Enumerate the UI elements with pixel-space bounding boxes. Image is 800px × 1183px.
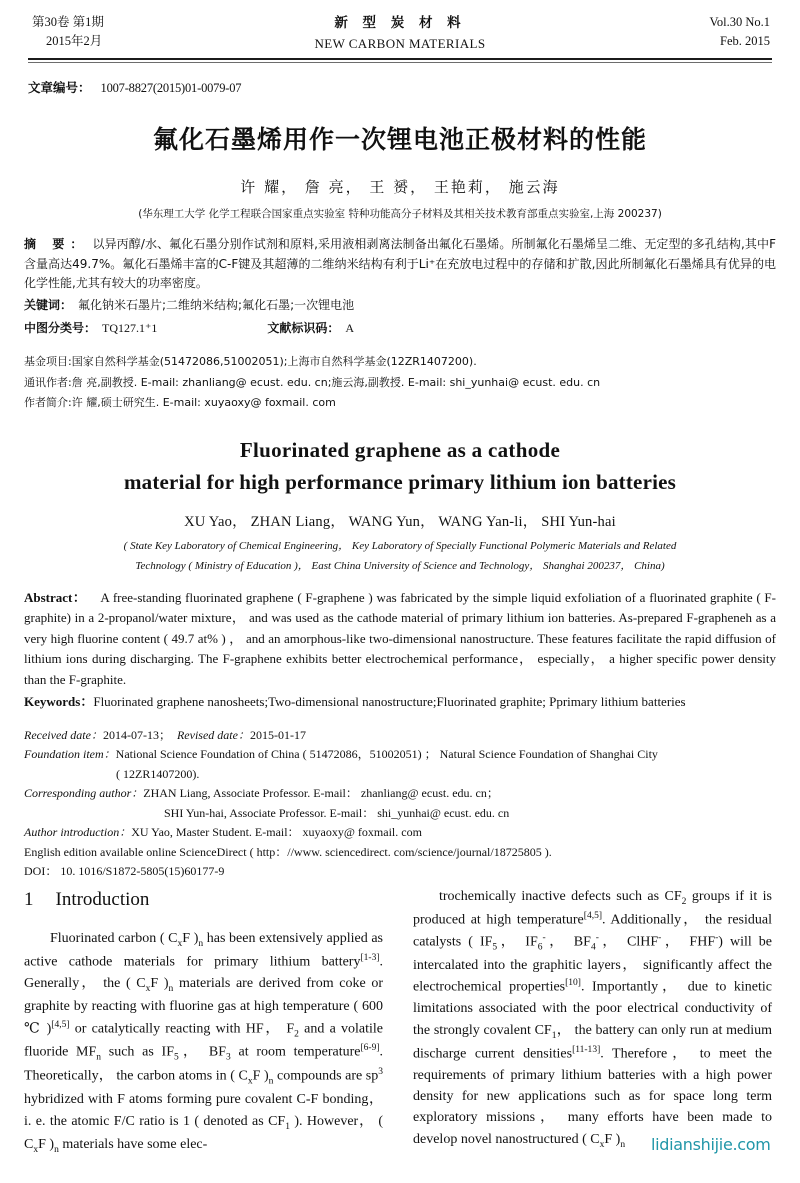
article-number: [0, 63, 800, 96]
issue-date-en: Feb. 2015: [720, 34, 770, 49]
revised-label: Revised date：: [176, 727, 250, 742]
foundation-row-en: [24, 745, 776, 764]
abstract-en: [24, 588, 776, 691]
page-title-en: [0, 435, 800, 498]
foundation-row-cn: 基金项目:国家自然科学基金(51472086,51002051);上海市自然科学基金(12ZR1407200).: [24, 355, 477, 369]
foundation-label-en: Foundation item：: [24, 747, 116, 762]
keywords-text-en: Fluorinated graphene nanosheets;Two-dimensional nanostructure;Fluorinated graphite; Pprimary lithium batteries: [93, 694, 686, 710]
document-code-value: A: [345, 320, 355, 335]
running-head-right: [580, 13, 770, 52]
page-title-en-line1: Fluorinated graphene as a cathode: [239, 438, 561, 463]
corresponding-row-en: [24, 784, 776, 803]
abstract-cn: [24, 235, 776, 293]
body-columns: [24, 886, 776, 1157]
section-number: 1: [24, 889, 34, 910]
keywords-label-en: Keywords：: [24, 694, 94, 710]
clc-label: 中图分类号：: [24, 320, 97, 335]
clc-row: [24, 319, 776, 338]
author-intro-row-cn: 作者简介:许 耀,硕士研究生. E-mail: xuyaoxy@ foxmail. com: [24, 395, 336, 409]
keywords-label-cn: 关键词：: [24, 298, 73, 313]
page-title-cn: 氟化石墨烯用作一次锂电池正极材料的性能: [152, 125, 647, 155]
authors-en: XU Yao， ZHAN Liang， WANG Yun， WANG Yan-li， SHI Yun-hai: [184, 514, 616, 531]
intro-paragraph-left: Fluorinated carbon ( $C_xF$ )$_n$ has been extensively applied as active cathode materials for primary lithium battery[1-3]. Generally， the ( $C_xF$ )$_n$ materials are derived from coke or graphite by reacting with fluorine gas at high temperature ( 600 ℃ )[4,5] or catalytically reacting with HF， $F_2$ and a volatile fluoride $MF_n$ such as $IF_5$， $BF_3$ at room temperature[6-9]. Theoretically， the carbon atoms in ( $C_xF$ )$_n$ compounds are $sp^3$ hybridized with F atoms forming pure covalent C-F bonding， i. e. the atomic F/C ratio is 1 ( denoted as $CF_1$ ). However， ( $C_xF$ )$_n$ materials have some elec-: [24, 930, 384, 1155]
corresponding-label-en: Corresponding author：: [24, 786, 144, 801]
intro-paragraph-right: trochemically inactive defects such as $CF_2$ groups if it is produced at high temperature[4,5]. Additionally， the residual catalysts ( $IF_5$， $IF_6^-$， $BF_4^-$， ClHF-， FHF-) will be intercalated into the graphitic layers， significantly affect the electrochemical properties[10]. Importantly， due to kinetic limitations associated with the poor electrical conductivity of the strongly covalent $CF_1$， the battery can only run at medium discharge current densities[11-13]. Therefore， to meet the requirements of primary lithium batteries with a high power density for new applications such as for space long term exploratory missions， many efforts have been made to develop novel nanostructured ( $C_xF$ )$_n$: [413, 889, 773, 1150]
article-number-value: 1007-8827(2015)01-0079-07: [100, 81, 242, 96]
abstract-label-cn: 摘 要：: [24, 237, 89, 252]
affiliation-en-line1: ( State Key Laboratory of Chemical Engineering， Key Laboratory of Specially Functional Polymeric Materials and Related: [123, 540, 677, 553]
corresponding-row-en-cont: SHI Yun-hai, Associate Professor. E-mail： shi_yunhai@ ecust. edu. cn: [164, 805, 510, 820]
authors-cn: 许 耀， 詹 亮， 王 赟， 王艳莉， 施云海: [240, 178, 560, 197]
keywords-en: [24, 692, 776, 713]
doi-row[interactable]: DOI： 10. 1016/S1872-5805(15)60177-9: [24, 864, 225, 879]
volume-issue: 第30卷 第1期: [32, 15, 104, 29]
section-heading-introduction: [24, 886, 383, 915]
affiliation-cn: (华东理工大学 化学工程联合国家重点实验室 特种功能高分子材料及其相关技术教育部重点实验室,上海 200237): [138, 208, 662, 221]
article-number-label: 文章编号：: [28, 80, 91, 96]
affiliation-en-line2: Technology ( Ministry of Education )， East China University of Science and Technology， Shanghai 200237， China): [135, 559, 665, 572]
site-watermark: lidianshijie.com: [651, 1135, 771, 1154]
author-intro-label-en: Author introduction：: [24, 825, 132, 840]
running-head-center: [220, 13, 580, 54]
journal-title-cn: 新 型 炭 材 料: [334, 15, 466, 31]
corresponding-row-cn: 通讯作者:詹 亮,副教授. E-mail: zhanliang@ ecust. edu. cn;施云海,副教授. E-mail: shi_yunhai@ ecust. edu. cn: [24, 375, 601, 389]
received-row: [24, 726, 776, 745]
foundation-value-en: National Science Foundation of China ( 51472086，51002051) ； Natural Science Foundation of Shanghai City: [115, 747, 658, 762]
keywords-cn: [24, 296, 776, 315]
corresponding-value-en: ZHAN Liang, Associate Professor. E-mail： zhanliang@ ecust. edu. cn；: [143, 786, 499, 801]
author-intro-value-en: XU Yao, Master Student. E-mail： xuyaoxy@ foxmail. com: [131, 825, 422, 840]
received-label: Received date：: [24, 727, 103, 742]
page-title-en-line2: material for high performance primary lithium ion batteries: [123, 469, 677, 494]
keywords-text-cn: 氟化钠米石墨片;二维纳米结构;氟化石墨;一次锂电池: [78, 298, 355, 313]
footnotes-en: [24, 726, 776, 882]
volume-number-en: Vol.30 No.1: [709, 15, 770, 29]
affiliation-en: [0, 537, 800, 576]
abstract-text-en: A free-standing fluorinated graphene ( F-graphene ) was fabricated by the simple liquid exfoliation of a fluorinated graphite ( F-graphite) in a 2-propanol/water mixture， and was used as the cathode material of primary lithium ion batteries. As-prepared F-grapheneh as a very high fluorine content ( 49.7 at% ) ， and an amorphous-like two-dimensional nanostructure. These features facilitate the rapid diffusion of lithium ions during discharging. The F-graphene exhibits better electrochemical performance， especially， a higher specific power density than the F-graphite.: [24, 589, 776, 687]
clc-value: TQ127.1⁺1: [102, 320, 158, 335]
issue-date-cn: 2015年2月: [46, 34, 103, 49]
received-value: 2014-07-13；: [102, 727, 171, 742]
footnotes-cn: [24, 352, 776, 413]
body-column-right: [413, 886, 772, 1157]
author-intro-row-en: [24, 823, 776, 842]
document-code-label: 文献标识码：: [267, 320, 340, 335]
sciencedirect-row[interactable]: English edition available online ScienceDirect ( http：//www. sciencedirect. com/science/journal/18725805 ).: [24, 844, 552, 859]
abstract-text-cn: 以异丙醇/水、氟化石墨分别作试剂和原料,采用液相剥离法制备出氟化石墨烯。所制氟化石墨烯呈二维、无定型的多孔结构,其中F含量高达49.7%。氟化石墨烯丰富的C-F键及其超薄的二维纳米结构有利于Li⁺在充放电过程中的存储和扩散,因此所制氟化石墨烯具有优异的电化学性能,尤其有较大的功率密度。: [24, 237, 776, 290]
body-column-left: [24, 886, 383, 1157]
running-head: [0, 0, 800, 54]
foundation-row-en-cont: ( 12ZR1407200).: [116, 766, 200, 781]
abstract-label-en: Abstract：: [24, 589, 87, 605]
revised-value: 2015-01-17: [249, 727, 306, 742]
running-head-left: [30, 13, 220, 52]
section-title: Introduction: [55, 889, 150, 910]
journal-title-en: NEW CARBON MATERIALS: [314, 35, 486, 51]
